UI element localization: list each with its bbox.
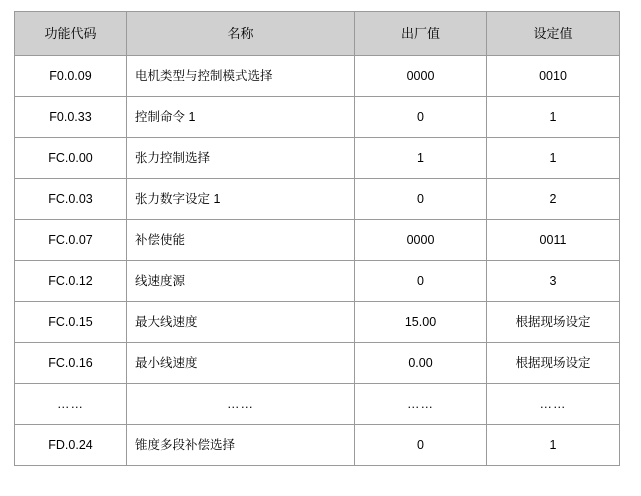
table-row bbox=[15, 425, 620, 466]
table-row-ellipsis bbox=[15, 384, 620, 425]
cell-set-value: 根据现场设定 bbox=[487, 302, 620, 343]
cell-name: 张力数字设定 1 bbox=[127, 179, 355, 220]
cell-factory-value: …… bbox=[355, 384, 487, 425]
cell-function-code: F0.0.33 bbox=[15, 97, 127, 138]
cell-function-code: FC.0.16 bbox=[15, 343, 127, 384]
cell-name: 补偿使能 bbox=[127, 220, 355, 261]
cell-set-value: …… bbox=[487, 384, 620, 425]
cell-factory-value: 0 bbox=[355, 97, 487, 138]
cell-name: …… bbox=[127, 384, 355, 425]
cell-name: 最大线速度 bbox=[127, 302, 355, 343]
cell-factory-value: 0 bbox=[355, 261, 487, 302]
cell-function-code: F0.0.09 bbox=[15, 56, 127, 97]
cell-set-value: 3 bbox=[487, 261, 620, 302]
cell-name: 电机类型与控制模式选择 bbox=[127, 56, 355, 97]
cell-function-code: FC.0.12 bbox=[15, 261, 127, 302]
cell-name: 锥度多段补偿选择 bbox=[127, 425, 355, 466]
cell-set-value: 0010 bbox=[487, 56, 620, 97]
cell-set-value: 1 bbox=[487, 138, 620, 179]
cell-function-code: FC.0.15 bbox=[15, 302, 127, 343]
column-header-factory-value: 出厂值 bbox=[355, 12, 487, 56]
cell-set-value: 1 bbox=[487, 425, 620, 466]
cell-factory-value: 0 bbox=[355, 179, 487, 220]
cell-function-code: FC.0.03 bbox=[15, 179, 127, 220]
table-header-row bbox=[15, 12, 620, 56]
cell-factory-value: 0.00 bbox=[355, 343, 487, 384]
cell-factory-value: 0 bbox=[355, 425, 487, 466]
column-header-name: 名称 bbox=[127, 12, 355, 56]
table-row bbox=[15, 138, 620, 179]
table-row bbox=[15, 56, 620, 97]
cell-set-value: 2 bbox=[487, 179, 620, 220]
cell-factory-value: 15.00 bbox=[355, 302, 487, 343]
cell-name: 线速度源 bbox=[127, 261, 355, 302]
table-row bbox=[15, 261, 620, 302]
cell-name: 最小线速度 bbox=[127, 343, 355, 384]
table-row bbox=[15, 97, 620, 138]
table-row bbox=[15, 220, 620, 261]
cell-name: 张力控制选择 bbox=[127, 138, 355, 179]
table-row bbox=[15, 343, 620, 384]
cell-function-code: FC.0.07 bbox=[15, 220, 127, 261]
cell-set-value: 根据现场设定 bbox=[487, 343, 620, 384]
cell-factory-value: 1 bbox=[355, 138, 487, 179]
table-row bbox=[15, 302, 620, 343]
cell-name: 控制命令 1 bbox=[127, 97, 355, 138]
table-body bbox=[15, 56, 620, 466]
column-header-function-code: 功能代码 bbox=[15, 12, 127, 56]
cell-factory-value: 0000 bbox=[355, 220, 487, 261]
cell-function-code: FC.0.00 bbox=[15, 138, 127, 179]
cell-factory-value: 0000 bbox=[355, 56, 487, 97]
cell-function-code: FD.0.24 bbox=[15, 425, 127, 466]
table-row bbox=[15, 179, 620, 220]
cell-function-code: …… bbox=[15, 384, 127, 425]
column-header-set-value: 设定值 bbox=[487, 12, 620, 56]
cell-set-value: 0011 bbox=[487, 220, 620, 261]
parameter-table bbox=[14, 11, 620, 466]
cell-set-value: 1 bbox=[487, 97, 620, 138]
document-page bbox=[0, 11, 641, 496]
table-header bbox=[15, 12, 620, 56]
